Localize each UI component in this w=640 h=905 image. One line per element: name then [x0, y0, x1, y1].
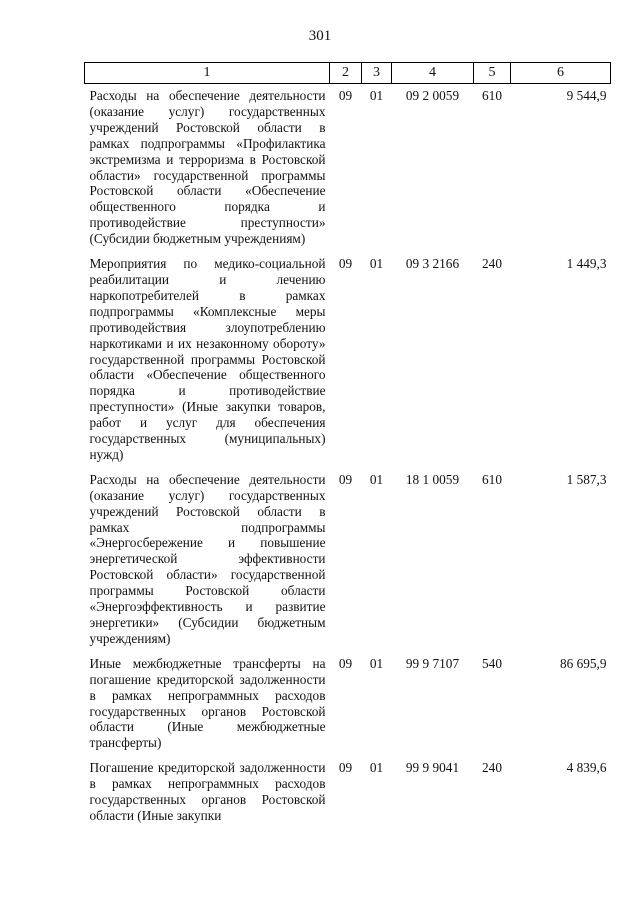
- header-cell: 6: [511, 63, 611, 84]
- row-description: Иные межбюджетные трансферты на погашение кредиторской задолженности в рамках непрограммных расходов государственных органов Ростовской области (Иные межбюджетные трансферты): [89, 655, 326, 751]
- row-description: Погашение кредиторской задолженности в рамках непрограммных расходов государственных органов Ростовской области (Иные закупки: [89, 760, 326, 823]
- row-section-code: 09: [338, 655, 353, 671]
- row-section-code: 09: [338, 88, 353, 103]
- row-subsection-code: 01: [369, 760, 384, 776]
- row-subsection-code: 01: [369, 471, 384, 487]
- row-amount: 9 544,9: [566, 88, 607, 103]
- row-target-article: 09 2 0059: [405, 88, 460, 103]
- row-amount: 4 839,6: [566, 760, 607, 776]
- header-cell: 5: [474, 63, 511, 84]
- budget-table: [84, 62, 611, 833]
- row-target-article: 99 9 9041: [405, 760, 460, 776]
- row-amount: 1 449,3: [566, 256, 607, 272]
- table-header-row: [85, 63, 611, 84]
- row-amount: 1 587,3: [566, 471, 607, 487]
- row-description: Расходы на обеспечение деятельности (оказание услуг) государственных учреждений Ростовской области в рамках подпрограммы «Профилактика экстремизма и терроризма в Ростовской области» государственной программы Ростовской области «Обеспечение общественного порядка и противодействие преступности» (Субсидии бюджетным учреждениям): [89, 88, 326, 247]
- header-cell: 4: [392, 63, 474, 84]
- row-target-article: 99 9 7107: [405, 655, 460, 671]
- row-section-code: 09: [338, 760, 353, 776]
- row-description: Расходы на обеспечение деятельности (оказание услуг) государственных учреждений Ростовской области в рамках подпрограммы «Энергосбережение и повышение энергетической эффективности Ростовской области» государственной программы Ростовской области «Энергоэффективность и развитие энергетики» (Субсидии бюджетным учреждениям): [89, 471, 326, 646]
- row-section-code: 09: [338, 471, 353, 487]
- row-expense-type: 610: [482, 471, 502, 487]
- row-section-code: 09: [338, 256, 353, 272]
- row-description: Мероприятия по медико-социальной реабилитации и лечению наркопотребителей в рамках подпрограммы «Комплексные меры противодействия злоупотреблению наркотиками и их незаконному обороту» государственной программы Ростовской области «Обеспечение общественного порядка и противодействие преступности» (Иные закупки товаров, работ и услуг для обеспечения государственных (муниципальных) нужд): [89, 256, 326, 462]
- row-expense-type: 610: [482, 88, 502, 103]
- header-cell: 1: [85, 63, 330, 84]
- row-subsection-code: 01: [369, 256, 384, 272]
- row-subsection-code: 01: [369, 655, 384, 671]
- row-target-article: 09 3 2166: [405, 256, 460, 272]
- header-cell: 3: [362, 63, 392, 84]
- table-row: [85, 472, 611, 656]
- row-expense-type: 240: [482, 760, 502, 776]
- row-expense-type: 240: [482, 256, 502, 272]
- page-number: 301: [308, 28, 332, 44]
- table-row: [85, 256, 611, 472]
- row-target-article: 18 1 0059: [405, 471, 460, 487]
- header-cell: 2: [330, 63, 362, 84]
- table-row: [85, 760, 611, 833]
- row-expense-type: 540: [482, 655, 502, 671]
- row-subsection-code: 01: [369, 88, 384, 103]
- row-amount: 86 695,9: [559, 655, 607, 671]
- table-row: [85, 656, 611, 760]
- table-row: [85, 84, 611, 257]
